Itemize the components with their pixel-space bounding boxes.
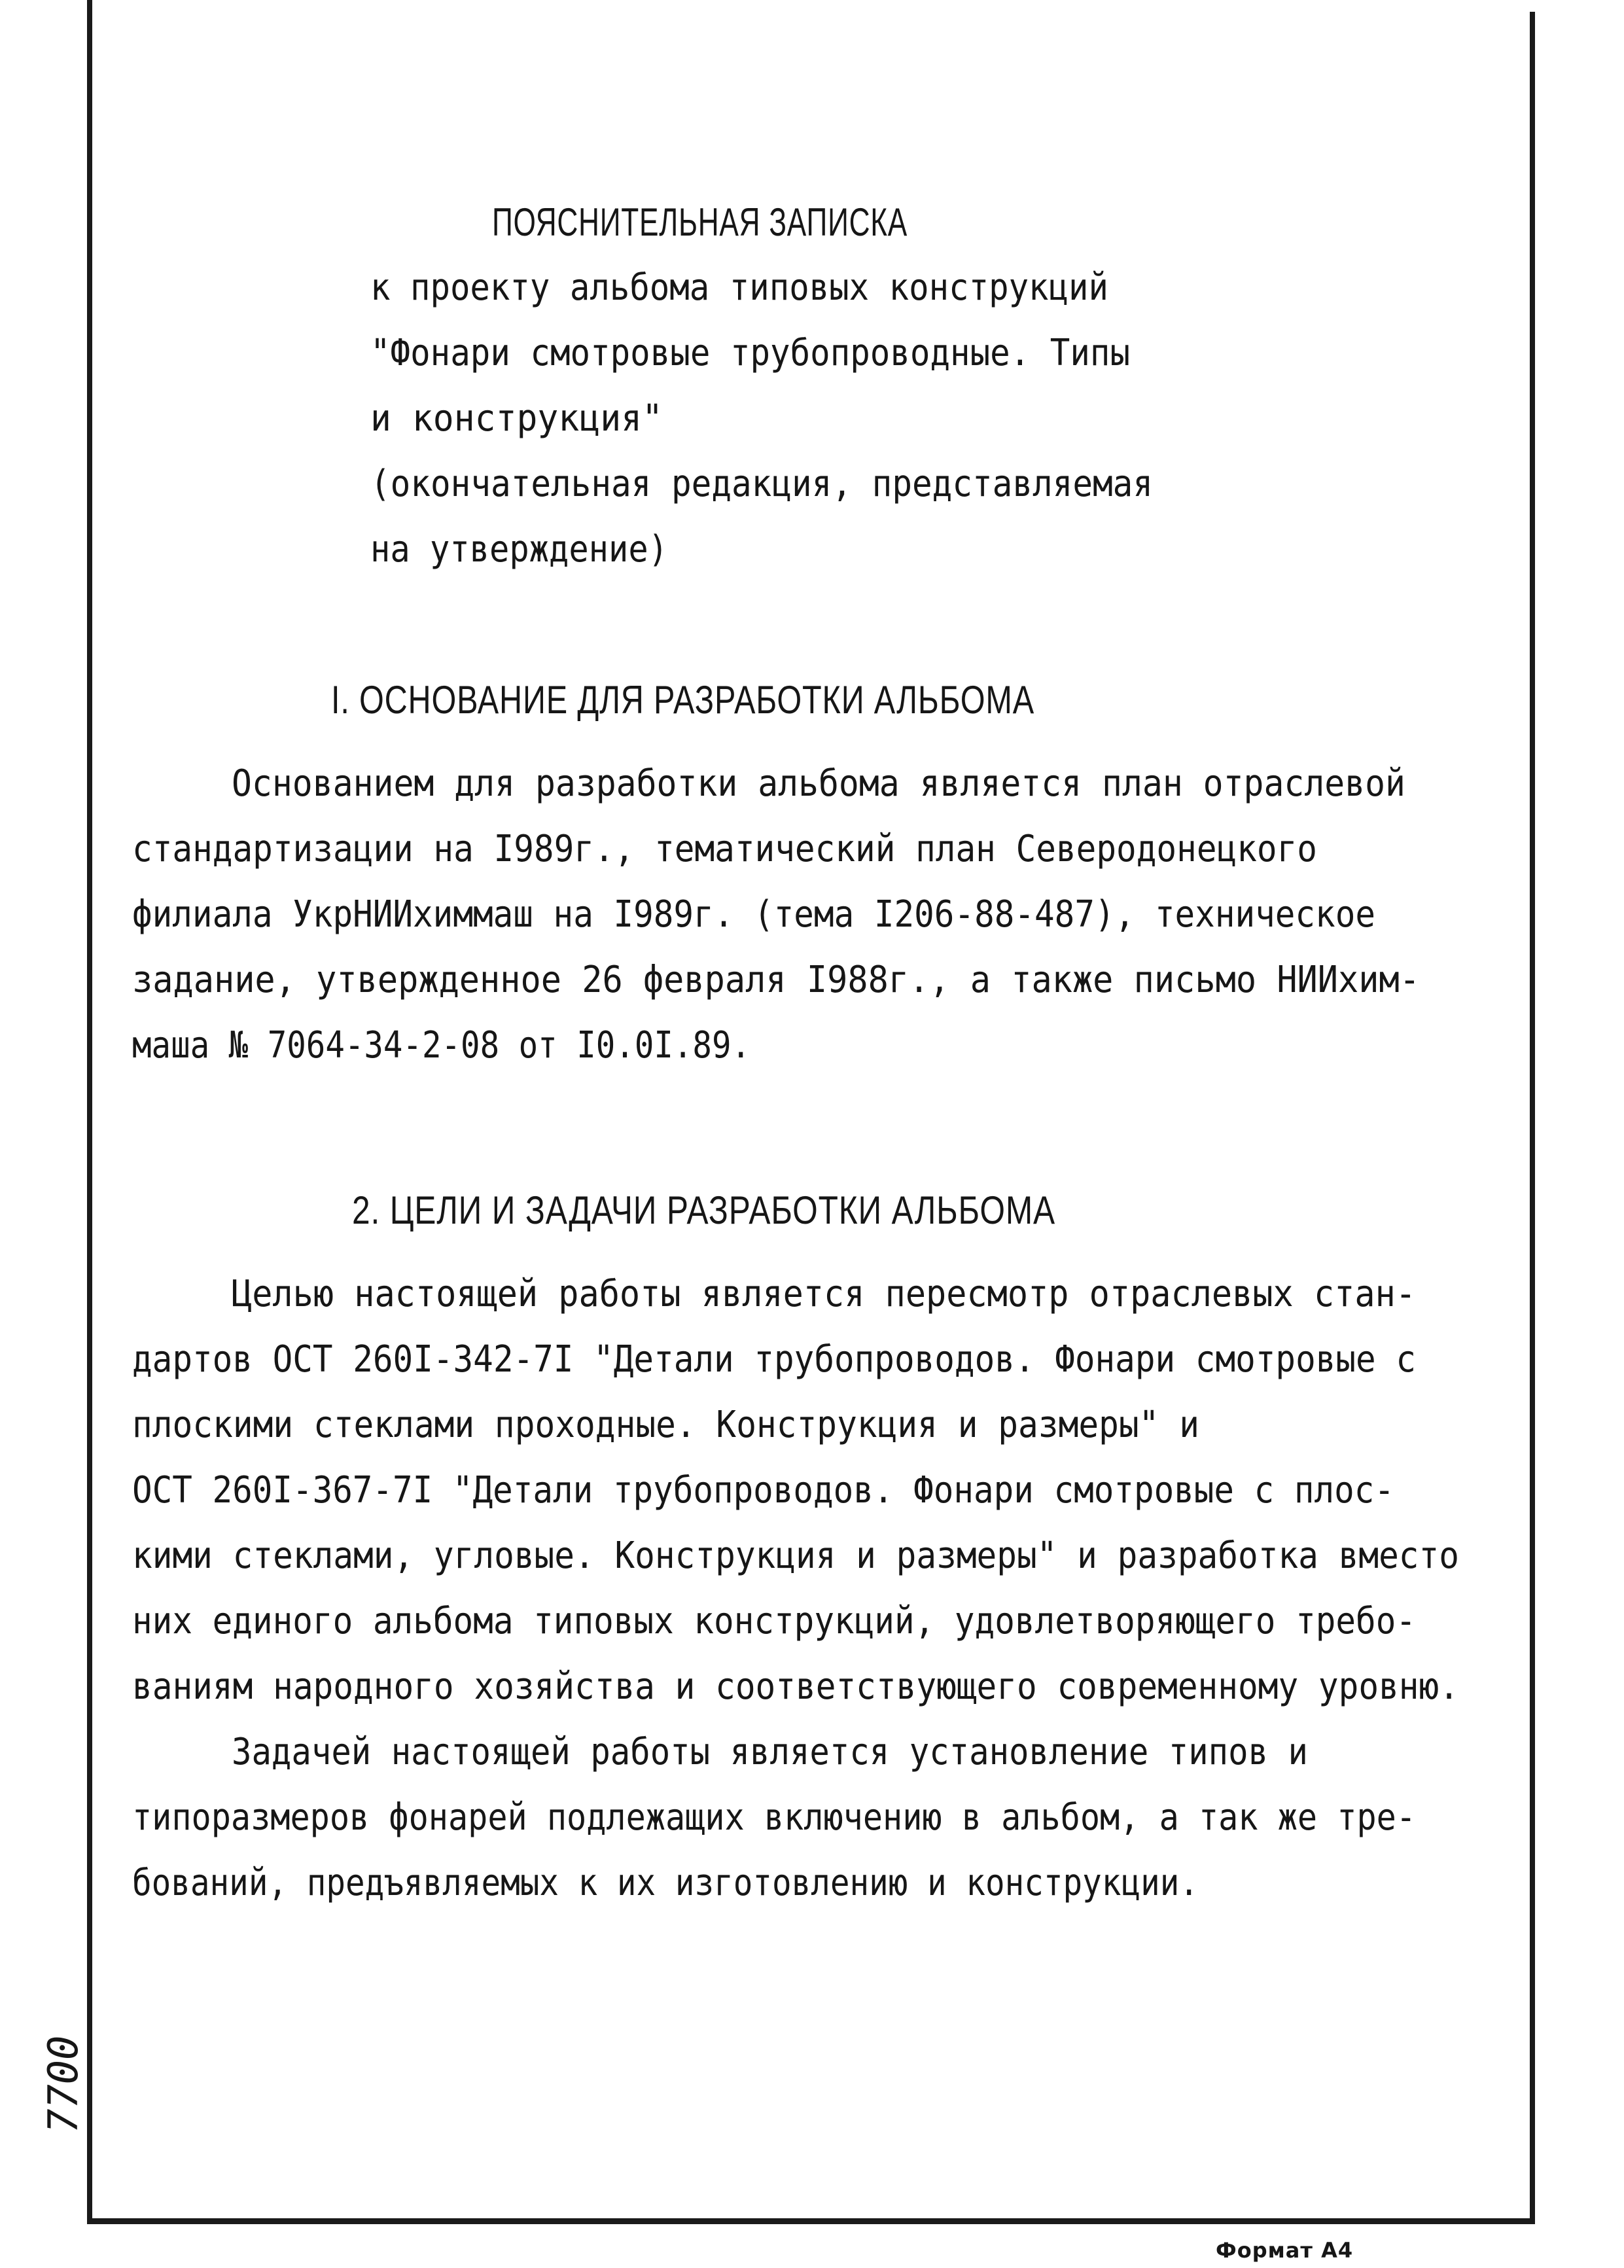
- section-2-line: бований, предъявляемых к их изготовлению и конструкции.: [132, 1862, 1199, 1904]
- section-2-line: Целью настоящей работы является пересмотр отраслевых стан-: [232, 1273, 1416, 1315]
- section-1-line: Основанием для разработки альбома является план отраслевой: [232, 762, 1405, 805]
- subtitle-line: (окончательная редакция, представляемая: [370, 463, 1153, 505]
- subtitle-line: и конструкция": [370, 397, 663, 440]
- subtitle-line: на утверждение): [370, 528, 668, 571]
- section-2-line: типоразмеров фонарей подлежащих включению в альбом, а так же тре-: [132, 1796, 1416, 1839]
- subtitle-line: "Фонари смотровые трубопроводные. Типы: [370, 332, 1130, 374]
- section-1-line: стандартизации на I989г., тематический план Северодонецкого: [132, 828, 1317, 870]
- section-2-line: дартов ОСТ 260I-342-7I "Детали трубопроводов. Фонари смотровые с: [132, 1338, 1416, 1381]
- frame-left-border: [87, 0, 92, 2224]
- section-2-line: ОСТ 260I-367-7I "Детали трубопроводов. Фонари смотровые с плос-: [132, 1469, 1394, 1512]
- frame-right-border: [1530, 12, 1535, 2224]
- section-1-line: филиала УкрНИИхиммаш на I989г. (тема I206-88-487), техническое: [132, 893, 1375, 936]
- section-1-line: задание, утвержденное 26 февраля I988г., а также письмо НИИхим-: [132, 959, 1420, 1001]
- section-2-line: них единого альбома типовых конструкций, удовлетворяющего требо-: [132, 1600, 1416, 1642]
- frame-bottom-border: [87, 2218, 1535, 2224]
- section-2-heading: 2. ЦЕЛИ И ЗАДАЧИ РАЗРАБОТКИ АЛЬБОМА: [352, 1188, 1055, 1232]
- section-1-heading: I. ОСНОВАНИЕ ДЛЯ РАЗРАБОТКИ АЛЬБОМА: [331, 678, 1034, 722]
- margin-archive-number: 7700: [39, 2035, 87, 2133]
- section-2-line: Задачей настоящей работы является установление типов и: [232, 1731, 1308, 1773]
- section-2-line: плоскими стеклами проходные. Конструкция и размеры" и: [132, 1404, 1199, 1446]
- section-2-line: ваниям народного хозяйства и соответствующего современному уровню.: [132, 1665, 1459, 1708]
- format-label: Формат А4: [1216, 2238, 1354, 2263]
- section-1-line: маша № 7064-34-2-08 от I0.0I.89.: [132, 1024, 750, 1067]
- subtitle-line: к проекту альбома типовых конструкций: [370, 266, 1108, 309]
- section-2-line: кими стеклами, угловые. Конструкция и размеры" и разработка вместо: [132, 1534, 1459, 1577]
- document-title: ПОЯСНИТЕЛЬНАЯ ЗАПИСКА: [492, 200, 908, 244]
